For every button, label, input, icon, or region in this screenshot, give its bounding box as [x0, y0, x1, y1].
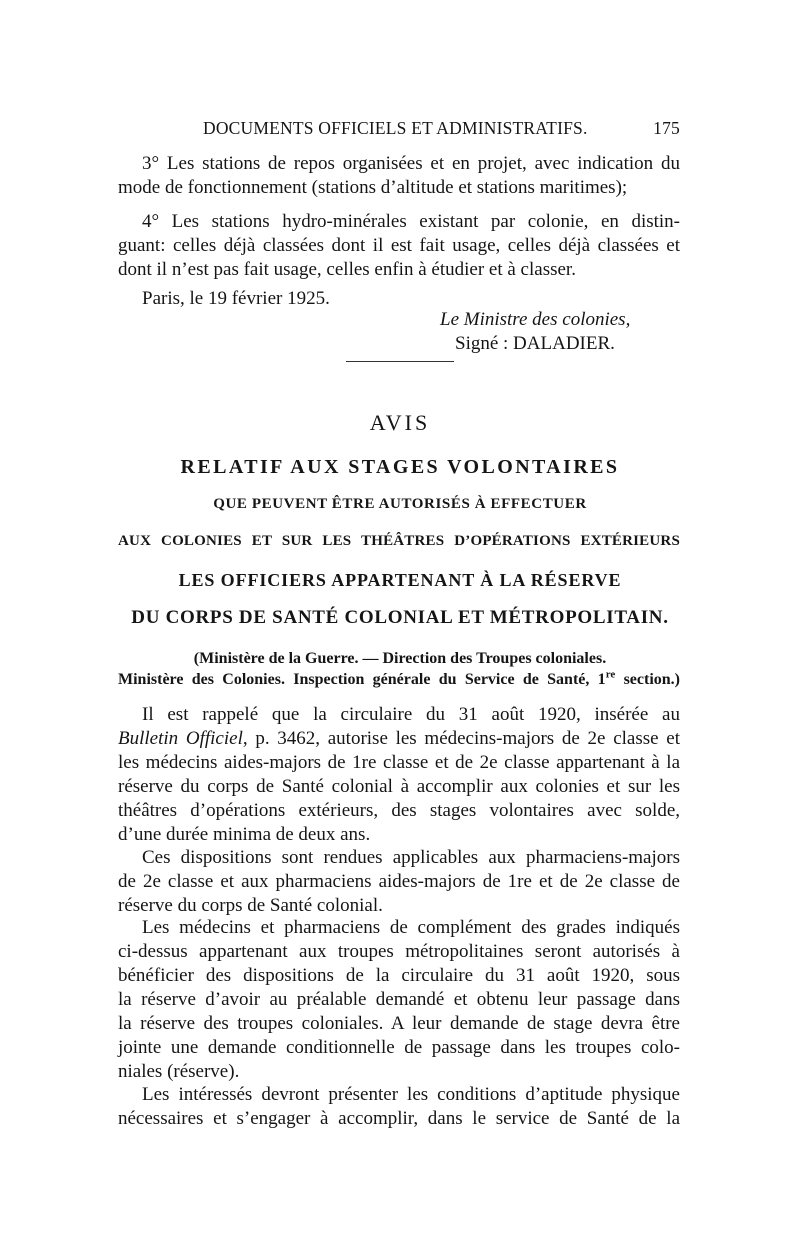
heading-relatif: RELATIF AUX STAGES VOLONTAIRES	[180, 456, 620, 478]
p3-line4: la réserve d’avoir au préalable demandé et obtenu leur passage dans	[118, 989, 680, 1010]
running-title: DOCUMENTS OFFICIELS ET ADMINISTRATIFS.	[203, 118, 588, 138]
item4-line1: 4° Les stations hydro-minérales existant par colonie, en distin-	[142, 211, 680, 232]
signature-name: Signé : DALADIER.	[455, 333, 615, 354]
p1-line1: Il est rappelé que la circulaire du 31 août 1920, insérée au	[142, 704, 680, 725]
heading-corps: DU CORPS DE SANTÉ COLONIAL ET MÉTROPOLITAIN.	[131, 607, 669, 628]
p4-line1: Les intéressés devront présenter les conditions d’aptitude physique	[142, 1084, 680, 1105]
subheading-line2: Ministère des Colonies. Inspection générale du Service de Santé, 1re section.)	[118, 668, 680, 688]
item3-line1: 3° Les stations de repos organisées et en projet, avec indication du	[142, 153, 680, 174]
p3-line5: la réserve des troupes coloniales. A leur demande de stage devra être	[118, 1013, 680, 1034]
p1-line5: théâtres d’opérations extérieurs, des stages volontaires avec solde,	[118, 800, 680, 821]
dateline: Paris, le 19 février 1925.	[142, 288, 330, 309]
p3-line3: bénéficier des dispositions de la circulaire du 31 août 1920, sous	[118, 965, 680, 986]
p4-line2: nécessaires et s’engager à accomplir, dans le service de Santé de la	[118, 1108, 680, 1129]
p1-line4: réserve du corps de Santé colonial à accomplir aux colonies et sur les	[118, 776, 680, 797]
p1-line6: d’une durée minima de deux ans.	[118, 824, 371, 845]
heading-aux: AUX COLONIES ET SUR LES THÉÂTRES D’OPÉRATIONS EXTÉRIEURS	[118, 533, 680, 549]
subheading-line1: (Ministère de la Guerre. — Direction des Troupes coloniales.	[193, 650, 607, 667]
p3-line6: jointe une demande conditionnelle de passage dans les troupes colo-	[118, 1037, 680, 1058]
p1-line2: Bulletin Officiel, p. 3462, autorise les médecins-majors de 2e classe et	[118, 728, 680, 749]
p3-line7: niales (réserve).	[118, 1061, 240, 1082]
p3-line1: Les médecins et pharmaciens de complément des grades indiqués	[142, 917, 680, 938]
item4-line3: dont il n’est pas fait usage, celles enfin à étudier et à classer.	[118, 259, 576, 280]
page-header	[118, 118, 680, 144]
heading-officiers: LES OFFICIERS APPARTENANT À LA RÉSERVE	[178, 570, 622, 590]
p2-line2: de 2e classe et aux pharmaciens aides-majors de 1re et de 2e classe de	[118, 871, 680, 892]
item3-line2: mode de fonctionnement (stations d’altitude et stations maritimes);	[118, 177, 628, 198]
p2-line1: Ces dispositions sont rendues applicables aux pharmaciens-majors	[142, 847, 680, 868]
item4-line2: guant: celles déjà classées dont il est fait usage, celles déjà classées et	[118, 235, 680, 256]
divider-rule	[346, 361, 454, 362]
p2-line3: réserve du corps de Santé colonial.	[118, 895, 383, 916]
p3-line2: ci-dessus appartenant aux troupes métropolitaines seront autorisés à	[118, 941, 680, 962]
signature-title: Le Ministre des colonies,	[440, 309, 631, 330]
p1-line3: les médecins aides-majors de 1re classe et de 2e classe appartenant à la	[118, 752, 680, 773]
page-number: 175	[653, 118, 680, 138]
heading-avis: AVIS	[369, 410, 431, 435]
heading-que: QUE PEUVENT ÊTRE AUTORISÉS À EFFECTUER	[213, 496, 587, 512]
